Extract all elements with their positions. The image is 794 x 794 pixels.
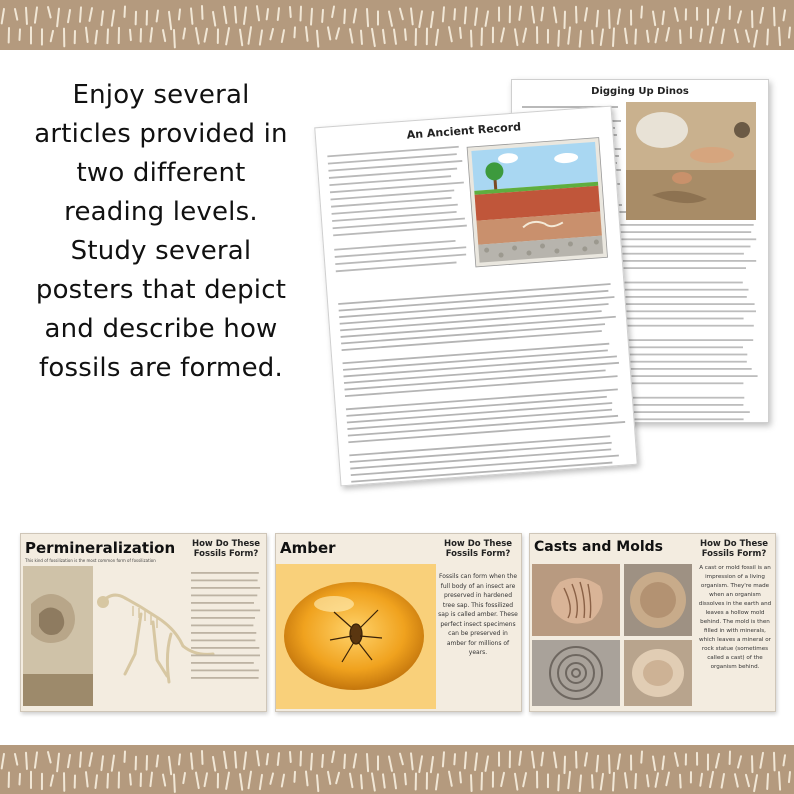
band-stroke: [389, 11, 392, 25]
band-stroke: [519, 7, 521, 20]
band-stroke: [722, 774, 724, 788]
band-stroke: [541, 753, 543, 766]
band-stroke: [89, 753, 92, 766]
fossil-photos: [530, 562, 695, 710]
text-line: [191, 617, 255, 619]
band-stroke: [332, 751, 334, 762]
text-line: [191, 647, 259, 649]
band-stroke: [465, 752, 466, 768]
poster-body: Fossils can form when the full body of an insect are preserved in hardened tree sap. This fossilized sap is called amber. These perfect insect specimens can be preserved in amber for millions of years.: [438, 573, 518, 656]
band-stroke: [213, 12, 215, 26]
band-stroke: [400, 754, 403, 765]
band-stroke: [454, 754, 455, 764]
band-stroke: [738, 756, 741, 767]
text-line: [352, 468, 613, 486]
band-stroke: [754, 31, 757, 47]
band-stroke: [86, 28, 88, 42]
band-stroke: [601, 29, 603, 45]
band-stroke: [260, 30, 262, 44]
band-stroke: [449, 27, 452, 41]
poster-permineralization: [20, 533, 267, 712]
band-stroke: [597, 756, 598, 772]
band-stroke: [260, 775, 262, 789]
band-stroke: [224, 752, 226, 768]
band-stroke: [19, 29, 20, 40]
band-stroke: [294, 27, 295, 37]
band-stroke: [372, 773, 375, 790]
band-stroke: [618, 9, 620, 24]
band-stroke: [244, 752, 246, 769]
text-line: [191, 625, 253, 627]
band-stroke: [270, 773, 273, 783]
band-stroke: [290, 7, 291, 17]
band-stroke: [519, 752, 521, 765]
band-stroke: [431, 12, 433, 27]
band-stroke: [779, 28, 780, 46]
band-stroke: [107, 29, 108, 43]
band-stroke: [270, 29, 273, 39]
band-stroke: [179, 754, 180, 764]
band-stroke: [205, 29, 207, 42]
band-stroke: [641, 752, 642, 763]
article-page-an-ancient-record: [314, 106, 638, 487]
band-stroke: [124, 752, 125, 762]
band-stroke: [248, 772, 251, 789]
band-stroke: [767, 774, 768, 789]
band-stroke: [501, 28, 504, 41]
band-stroke: [541, 8, 543, 21]
band-stroke: [653, 757, 655, 771]
band-stroke: [592, 775, 593, 788]
band-stroke: [282, 30, 284, 42]
top-band-stroke-pattern: [0, 0, 794, 50]
band-stroke: [568, 27, 570, 43]
headline-line: posters that depict: [35, 275, 287, 305]
band-stroke: [169, 757, 171, 774]
band-stroke: [486, 11, 488, 26]
band-stroke: [328, 27, 330, 39]
band-stroke: [431, 757, 433, 772]
band-stroke: [613, 28, 614, 46]
band-stroke: [475, 8, 477, 25]
band-stroke: [294, 772, 295, 782]
band-stroke: [101, 756, 103, 770]
bottom-decorative-band: [0, 745, 794, 794]
band-stroke: [419, 756, 422, 772]
band-stroke: [150, 28, 152, 42]
band-stroke: [344, 10, 345, 24]
bottom-band-stroke-pattern: [0, 745, 794, 794]
text-line: [191, 602, 254, 604]
band-stroke: [322, 755, 323, 767]
band-stroke: [774, 8, 775, 26]
band-stroke: [311, 9, 312, 25]
band-stroke: [783, 10, 785, 20]
band-stroke: [179, 9, 180, 19]
band-stroke: [783, 755, 785, 765]
band-stroke: [609, 755, 610, 773]
band-stroke: [405, 774, 406, 785]
band-stroke: [226, 773, 229, 789]
band-stroke: [411, 8, 413, 24]
headline-line: articles provided in: [34, 119, 288, 149]
band-stroke: [754, 775, 757, 791]
band-stroke: [191, 8, 192, 23]
band-stroke: [400, 9, 403, 20]
band-stroke: [278, 8, 279, 20]
band-stroke: [244, 7, 246, 24]
band-stroke: [89, 8, 92, 21]
band-stroke: [86, 772, 88, 786]
headline-line: and describe how: [44, 314, 278, 344]
band-stroke: [760, 753, 763, 768]
band-stroke: [710, 27, 713, 42]
band-stroke: [436, 774, 438, 789]
band-stroke: [202, 751, 203, 764]
band-stroke: [735, 774, 738, 786]
band-stroke: [760, 8, 763, 23]
band-stroke: [257, 6, 259, 20]
band-stroke: [112, 11, 114, 26]
band-stroke: [580, 775, 581, 791]
band-stroke: [213, 757, 215, 771]
poster-question: How Do These Fossils Form?: [191, 539, 261, 559]
soil-layers-illustration: [467, 138, 607, 267]
band-stroke: [411, 753, 413, 769]
band-stroke: [2, 9, 4, 23]
band-stroke: [443, 7, 444, 21]
band-stroke: [311, 754, 312, 770]
band-stroke: [486, 756, 488, 771]
band-stroke: [248, 27, 251, 44]
band-stroke: [2, 754, 4, 768]
band-stroke: [471, 775, 472, 791]
band-stroke: [226, 28, 229, 44]
band-stroke: [700, 774, 702, 786]
amber-insect-photo: [276, 564, 436, 709]
band-stroke: [601, 774, 603, 790]
text-line: [191, 670, 259, 672]
excavator-hand: [672, 172, 692, 184]
band-stroke: [174, 774, 175, 791]
band-stroke: [647, 775, 649, 786]
promo-headline: [20, 76, 302, 388]
headline-line: fossils are formed.: [39, 353, 283, 383]
band-stroke: [394, 774, 396, 788]
band-stroke: [576, 752, 577, 768]
band-stroke: [57, 754, 59, 772]
poster-subtitle: This kind of fossilization is the most common form of fossilization: [25, 558, 156, 563]
headline-line: two different: [76, 158, 246, 188]
poster-title: Amber: [280, 539, 336, 557]
band-stroke: [367, 754, 368, 771]
band-stroke: [80, 7, 81, 21]
dinosaur-skeleton: [101, 595, 213, 682]
band-stroke: [317, 775, 318, 791]
band-stroke: [282, 775, 284, 787]
band-stroke: [344, 755, 345, 769]
band-stroke: [68, 755, 70, 767]
band-stroke: [405, 29, 406, 40]
band-stroke: [130, 30, 131, 40]
band-stroke: [625, 29, 627, 44]
band-stroke: [300, 752, 301, 766]
band-stroke: [515, 774, 517, 790]
band-stroke: [332, 6, 334, 17]
band-stroke: [680, 775, 681, 788]
headline-line: reading levels.: [64, 197, 258, 227]
band-stroke: [597, 11, 598, 27]
band-stroke: [191, 753, 192, 768]
band-stroke: [367, 9, 368, 26]
excavator-arm: [690, 147, 734, 163]
band-stroke: [150, 773, 152, 787]
band-stroke: [675, 753, 678, 766]
band-stroke: [183, 28, 185, 38]
band-stroke: [647, 31, 649, 42]
band-stroke: [350, 29, 352, 43]
band-stroke: [157, 10, 158, 21]
band-stroke: [656, 29, 658, 43]
band-stroke: [48, 752, 51, 762]
band-stroke: [183, 773, 185, 783]
band-stroke: [101, 11, 103, 25]
band-stroke: [95, 775, 97, 788]
article-title: An Ancient Record: [406, 120, 522, 142]
band-stroke: [163, 775, 165, 786]
band-stroke: [124, 7, 125, 17]
band-stroke: [716, 9, 719, 23]
band-stroke: [300, 7, 301, 21]
band-stroke: [174, 30, 175, 47]
tool: [734, 122, 750, 138]
band-stroke: [51, 775, 53, 785]
band-stroke: [196, 773, 199, 788]
band-stroke: [15, 9, 17, 20]
band-stroke: [662, 11, 664, 24]
band-stroke: [641, 7, 642, 18]
band-stroke: [57, 9, 59, 27]
text-line: [191, 580, 258, 582]
band-stroke: [361, 775, 362, 788]
text-line: [191, 572, 259, 574]
band-stroke: [317, 31, 318, 47]
band-stroke: [19, 774, 20, 785]
band-stroke: [26, 753, 27, 769]
band-stroke: [454, 9, 455, 19]
article-title: Digging Up Dinos: [591, 86, 689, 97]
band-stroke: [710, 772, 713, 787]
band-stroke: [675, 8, 678, 21]
band-stroke: [656, 773, 658, 787]
band-stroke: [267, 9, 268, 19]
band-stroke: [130, 774, 131, 784]
band-stroke: [532, 7, 534, 23]
band-stroke: [235, 7, 236, 23]
band-stroke: [767, 30, 768, 45]
poster-casts-and-molds: [529, 533, 776, 712]
band-stroke: [95, 31, 97, 44]
poster-title: Casts and Molds: [534, 539, 663, 555]
band-stroke: [618, 754, 620, 769]
band-stroke: [789, 27, 790, 37]
band-stroke: [68, 10, 70, 22]
band-stroke: [235, 752, 236, 768]
band-stroke: [267, 754, 268, 764]
excavator-shirt: [636, 112, 688, 148]
poster-amber: [275, 533, 522, 712]
band-stroke: [465, 7, 466, 23]
text-line: [191, 655, 260, 657]
band-stroke: [306, 772, 308, 786]
band-stroke: [576, 7, 577, 23]
band-stroke: [716, 754, 719, 768]
band-stroke: [558, 775, 559, 790]
band-stroke: [592, 31, 593, 44]
band-stroke: [224, 7, 226, 23]
band-stroke: [738, 11, 741, 22]
band-stroke: [436, 30, 438, 45]
text-line: [191, 595, 257, 597]
band-stroke: [735, 30, 738, 42]
band-stroke: [306, 27, 308, 41]
band-stroke: [383, 774, 385, 787]
band-stroke: [257, 751, 259, 765]
headline-line: Enjoy several: [72, 80, 250, 110]
band-stroke: [746, 30, 749, 41]
band-stroke: [290, 752, 291, 762]
band-stroke: [383, 30, 385, 43]
band-stroke: [666, 28, 669, 41]
band-stroke: [240, 30, 242, 46]
poster-title: Permineralization: [25, 539, 176, 557]
band-stroke: [26, 8, 27, 24]
band-stroke: [475, 753, 477, 770]
band-stroke: [157, 755, 158, 766]
band-stroke: [196, 28, 199, 43]
text-line: [191, 662, 254, 664]
band-stroke: [532, 752, 534, 768]
band-stroke: [449, 772, 452, 786]
band-stroke: [354, 754, 356, 767]
band-stroke: [419, 11, 422, 27]
band-stroke: [460, 28, 461, 38]
band-stroke: [666, 772, 669, 785]
band-stroke: [169, 12, 171, 29]
band-stroke: [336, 28, 339, 39]
band-stroke: [80, 752, 81, 766]
band-stroke: [568, 772, 570, 788]
band-stroke: [443, 752, 444, 766]
band-stroke: [336, 773, 339, 784]
band-stroke: [722, 29, 724, 43]
band-stroke: [205, 773, 207, 786]
band-stroke: [394, 30, 396, 44]
band-stroke: [163, 30, 165, 41]
band-stroke: [585, 753, 587, 766]
band-stroke: [779, 772, 780, 790]
band-stroke: [609, 10, 610, 28]
band-stroke: [51, 31, 53, 41]
band-stroke: [278, 753, 279, 765]
band-stroke: [354, 9, 356, 22]
band-stroke: [746, 775, 749, 786]
headline-line: Study several: [70, 236, 252, 266]
band-stroke: [107, 774, 108, 788]
band-stroke: [625, 773, 627, 788]
band-stroke: [635, 29, 636, 43]
text-line: [191, 610, 260, 612]
band-stroke: [523, 29, 526, 42]
poster-question: How Do These Fossils Form?: [699, 539, 769, 559]
band-stroke: [554, 752, 556, 767]
band-stroke: [585, 8, 587, 21]
fossil-images: [21, 564, 266, 712]
band-stroke: [580, 31, 581, 47]
band-stroke: [48, 7, 51, 17]
band-stroke: [564, 12, 565, 28]
band-stroke: [35, 752, 37, 767]
band-stroke: [471, 31, 472, 47]
text-line: [191, 677, 259, 679]
top-decorative-band: [0, 0, 794, 50]
band-stroke: [523, 773, 526, 786]
band-stroke: [15, 754, 17, 765]
band-stroke: [558, 31, 559, 46]
text-line: [191, 640, 255, 642]
band-stroke: [653, 12, 655, 26]
text-line: [191, 587, 260, 589]
article-front-top-section: [317, 129, 623, 300]
poster-body: A cast or mold fossil is an impression of a living organism. They're made when an organism dissolves in the earth and leaves a hollow mold behind. The mold is then filled in with minerals, which leaves a mineral or rock statue (sometimes called a cast) of the organism behind.: [698, 565, 772, 670]
band-stroke: [202, 6, 203, 19]
band-stroke: [35, 7, 37, 22]
band-stroke: [361, 31, 362, 44]
band-stroke: [240, 774, 242, 790]
band-stroke: [700, 29, 702, 41]
band-stroke: [112, 756, 114, 771]
band-stroke: [613, 773, 614, 791]
ammonite-photo: [532, 640, 620, 706]
band-stroke: [322, 10, 323, 22]
band-stroke: [372, 29, 375, 46]
band-stroke: [389, 756, 392, 770]
band-stroke: [680, 30, 681, 43]
poster-question: How Do These Fossils Form?: [443, 539, 513, 559]
band-stroke: [350, 774, 352, 788]
band-stroke: [460, 772, 461, 782]
band-stroke: [635, 774, 636, 788]
band-stroke: [564, 757, 565, 773]
text-line: [191, 632, 256, 634]
article-front-body-lines: [328, 278, 637, 486]
band-stroke: [789, 772, 790, 782]
band-stroke: [662, 756, 664, 769]
band-stroke: [328, 772, 330, 784]
band-stroke: [515, 29, 517, 45]
band-stroke: [501, 773, 504, 786]
band-stroke: [774, 753, 775, 771]
band-stroke: [554, 7, 556, 22]
